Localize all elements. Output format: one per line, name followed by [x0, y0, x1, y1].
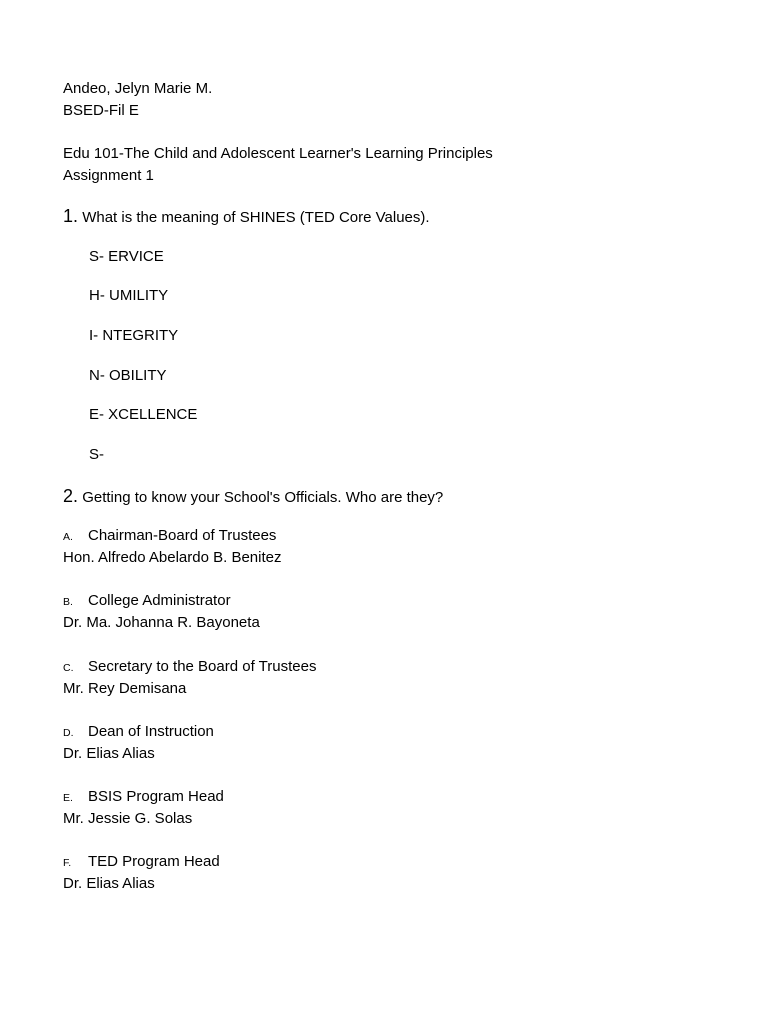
question-2-text: Getting to know your School's Officials. Who are they? [82, 489, 444, 506]
official-letter: A. [63, 531, 73, 543]
student-name: Andeo, Jelyn Marie M. [63, 80, 213, 97]
official-name: Hon. Alfredo Abelardo B. Benitez [63, 549, 282, 566]
official-position: Chairman-Board of Trustees [88, 527, 277, 544]
official-position-row [63, 852, 220, 873]
official-position: Secretary to the Board of Trustees [88, 658, 317, 675]
official-letter: B. [63, 596, 73, 608]
official-position: TED Program Head [88, 853, 220, 870]
official-name: Dr. Elias Alias [63, 875, 155, 892]
official-position: BSIS Program Head [88, 788, 224, 805]
question-1 [63, 206, 430, 228]
course-title: Edu 101-The Child and Adolescent Learner's Learning Principles [63, 145, 493, 162]
official-position-row [63, 787, 224, 808]
official-name: Mr. Rey Demisana [63, 680, 187, 697]
core-value-item: I- NTEGRITY [89, 327, 179, 344]
official-letter: F. [63, 857, 72, 869]
question-2-number: 2. [63, 486, 79, 506]
question-1-number: 1. [63, 206, 79, 226]
official-letter: D. [63, 727, 74, 739]
official-letter: C. [63, 662, 74, 674]
official-name: Mr. Jessie G. Solas [63, 810, 193, 827]
official-position-row [63, 657, 316, 678]
core-value-item: H- UMILITY [89, 287, 169, 304]
official-position-row [63, 722, 214, 743]
official-letter: E. [63, 792, 73, 804]
question-2 [63, 486, 443, 508]
core-value-item: S- ERVICE [89, 248, 164, 265]
official-name: Dr. Elias Alias [63, 745, 155, 762]
official-position: College Administrator [88, 592, 231, 609]
core-value-item: E- XCELLENCE [89, 406, 198, 423]
student-program: BSED-Fil E [63, 102, 139, 119]
official-position-row [63, 526, 276, 547]
official-position: Dean of Instruction [88, 723, 214, 740]
assignment-title: Assignment 1 [63, 167, 154, 184]
core-value-item: S- [89, 446, 104, 463]
official-position-row [63, 591, 231, 612]
core-value-item: N- OBILITY [89, 367, 167, 384]
official-name: Dr. Ma. Johanna R. Bayoneta [63, 614, 260, 631]
question-1-text: What is the meaning of SHINES (TED Core Values). [82, 209, 430, 226]
